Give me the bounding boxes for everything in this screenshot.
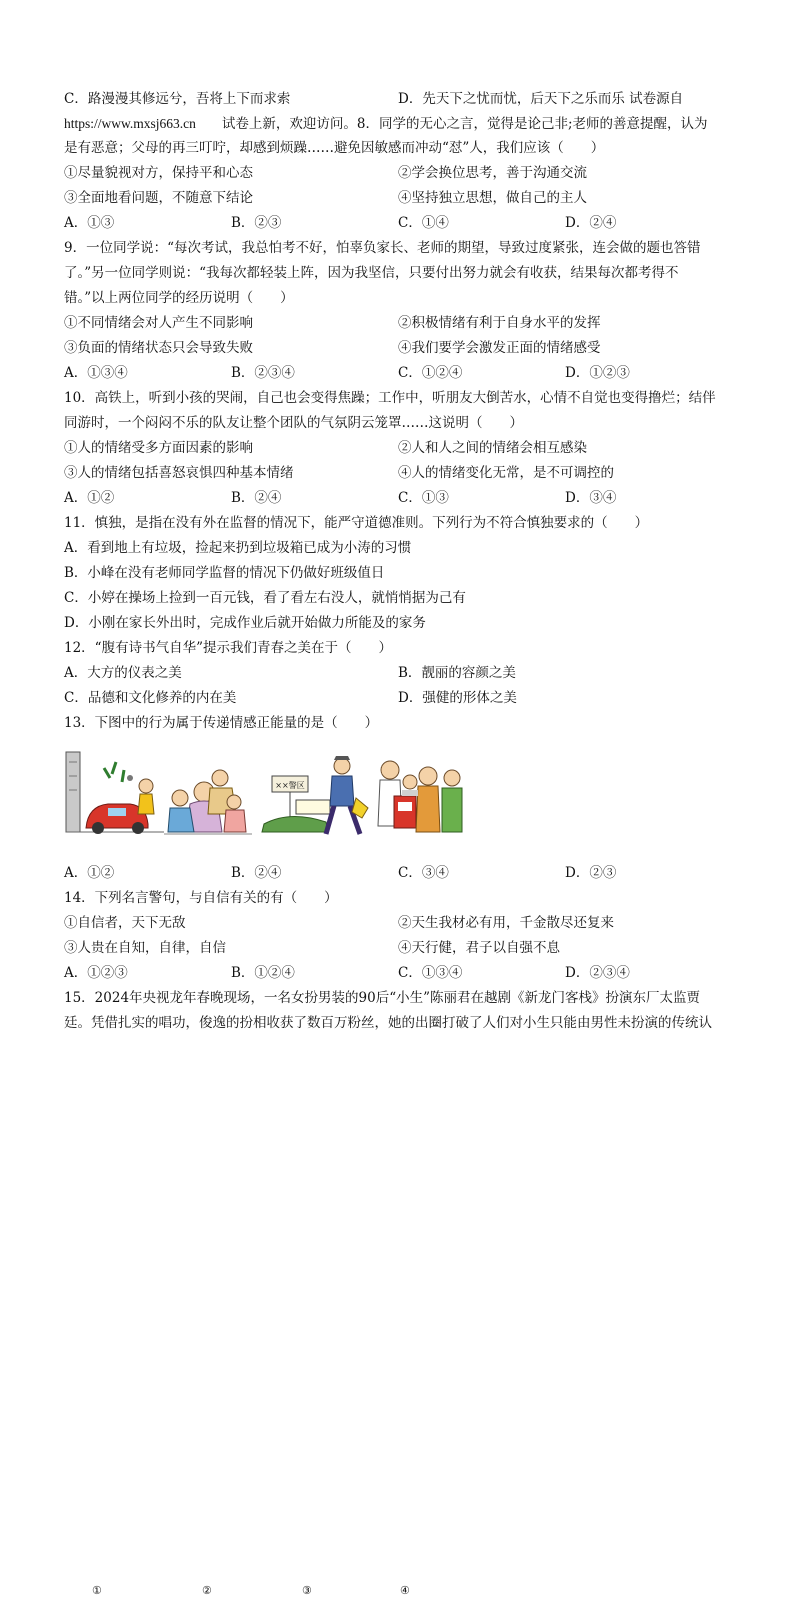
q8-statement-4: ④坚持独立思想，做自己的主人 xyxy=(398,190,587,206)
panel-1-car-scene xyxy=(66,752,164,834)
q8-stem-end: 是有恶意；父母的再三叮咛，却感到烦躁……避免因敏感而冲动“怼”人，我们应该（ ） xyxy=(64,140,605,156)
q10-statement-2: ②人和人之间的情绪会相互感染 xyxy=(398,440,587,456)
q11-choice-c: C．小婷在操场上捡到一百元钱，看了看左右没人，就悄悄据为己有 xyxy=(64,590,466,606)
q8-choice-d: D．②④ xyxy=(565,215,617,231)
q8-choice-a: A．①③ xyxy=(64,215,115,231)
q9-choice-c: C．①②④ xyxy=(398,365,463,381)
panel-4-donation-scene xyxy=(378,761,462,832)
q8-statement-3: ③全面地看问题，不随意下结论 xyxy=(64,190,253,206)
q9-statement-4: ④我们要学会激发正面的情绪感受 xyxy=(398,340,601,356)
q10-choice-b: B．②④ xyxy=(231,490,282,506)
q13-choice-a: A．①② xyxy=(64,865,115,881)
q14-statement-3: ③人贵在自知，自律，自信 xyxy=(64,940,226,956)
q7-option-c: C．路漫漫其修远兮，吾将上下而求索 xyxy=(64,91,291,107)
q13-choice-d: D．②③ xyxy=(565,865,617,881)
panel-3-caption: ③ xyxy=(302,1584,312,1597)
q10-choice-d: D．③④ xyxy=(565,490,617,506)
panel-2-caption: ② xyxy=(202,1584,212,1597)
q14-statement-1: ①自信者，天下无敌 xyxy=(64,915,186,931)
q11-choice-b: B．小峰在没有老师同学监督的情况下仍做好班级值日 xyxy=(64,565,385,581)
q8-choice-c: C．①④ xyxy=(398,215,449,231)
q14-choice-c: C．①③④ xyxy=(398,965,463,981)
q10-choice-c: C．①③ xyxy=(398,490,449,506)
q9-stem-line2: 了。”另一位同学则说：“我每次都轻装上阵，因为我坚信，只要付出努力就会有收获，结果每次都考得不 xyxy=(64,265,679,281)
q8-choice-b: B．②③ xyxy=(231,215,282,231)
q9-choice-d: D．①②③ xyxy=(565,365,630,381)
q14-choice-b: B．①②④ xyxy=(231,965,295,981)
source-line xyxy=(64,114,736,134)
q9-statement-3: ③负面的情绪状态只会导致失败 xyxy=(64,340,253,356)
q12-choice-a: A．大方的仪表之美 xyxy=(64,665,182,681)
q14-stem: 14．下列名言警句，与自信有关的有（ ） xyxy=(64,890,338,906)
q11-choice-a: A．看到地上有垃圾，捡起来扔到垃圾箱已成为小涛的习惯 xyxy=(64,540,412,556)
q15-stem-line1: 15．2024年央视龙年春晚现场，一名女扮男装的90后“小生”陈丽君在越剧《新龙门客栈》扮演东厂太监贾 xyxy=(64,990,701,1006)
panel-1-caption: ① xyxy=(92,1584,102,1597)
q9-stem-line1: 9．一位同学说：“每次考试，我总怕考不好，怕辜负家长、老师的期望，导致过度紧张，连会做的题也答错 xyxy=(64,240,701,256)
q13-choice-c: C．③④ xyxy=(398,865,449,881)
panel-4-caption: ④ xyxy=(400,1584,410,1597)
q9-choice-a: A．①③④ xyxy=(64,365,128,381)
source-url-link[interactable]: https://www.mxsj663.cn xyxy=(64,116,196,131)
panel-3-sign-scene xyxy=(262,756,368,834)
sign-label: ××警区 xyxy=(275,781,305,790)
q8-statement-2: ②学会换位思考，善于沟通交流 xyxy=(398,165,587,181)
q10-stem-line2: 同游时，一个闷闷不乐的队友让整个团队的气氛阴云笼罩……这说明（ ） xyxy=(64,415,523,431)
q9-choice-b: B．②③④ xyxy=(231,365,295,381)
q13-stem: 13．下图中的行为属于传递情感正能量的是（ ） xyxy=(64,715,379,731)
q7-option-d: D．先天下之忧而忧，后天下之乐而乐 试卷源自 xyxy=(398,91,684,107)
q12-choice-b: B．靓丽的容颜之美 xyxy=(398,665,516,681)
q14-statement-2: ②天生我材必有用，千金散尽还复来 xyxy=(398,915,614,931)
q14-choice-d: D．②③④ xyxy=(565,965,630,981)
q12-choice-c: C．品德和文化修养的内在美 xyxy=(64,690,237,706)
q14-statement-4: ④天行健，君子以自强不息 xyxy=(398,940,560,956)
q9-statement-2: ②积极情绪有利于自身水平的发挥 xyxy=(398,315,601,331)
q8-stem-start: 试卷上新，欢迎访问。8．同学的无心之言，觉得是论己非;老师的善意提醒，认为 xyxy=(221,116,708,132)
q11-stem: 11．慎独，是指在没有外在监督的情况下，能严守道德准则。下列行为不符合慎独要求的（ ） xyxy=(64,515,649,531)
q10-statement-4: ④人的情绪变化无常，是不可调控的 xyxy=(398,465,614,481)
q14-choice-a: A．①②③ xyxy=(64,965,128,981)
q9-statement-1: ①不同情绪会对人产生不同影响 xyxy=(64,315,253,331)
q10-stem-line1: 10．高铁上，听到小孩的哭闹，自己也会变得焦躁；工作中，听朋友大倒苦水，心情不自觉也变得撸烂；结伴 xyxy=(64,390,716,406)
q12-stem: 12．“腹有诗书气自华”提示我们青春之美在于（ ） xyxy=(64,640,392,656)
q13-choice-b: B．②④ xyxy=(231,865,282,881)
q15-stem-line2: 廷。凭借扎实的唱功，俊逸的扮相收获了数百万粉丝，她的出圈打破了人们对小生只能由男性未扮演的传统认 xyxy=(64,1015,712,1031)
q13-cartoon-svg xyxy=(64,748,464,848)
panel-2-group-scene xyxy=(164,770,252,834)
q10-statement-1: ①人的情绪受多方面因素的影响 xyxy=(64,440,253,456)
q11-choice-d: D．小刚在家长外出时，完成作业后就开始做力所能及的家务 xyxy=(64,615,426,631)
q10-choice-a: A．①② xyxy=(64,490,115,506)
q8-statement-1: ①尽量貌视对方，保持平和心态 xyxy=(64,165,253,181)
q9-stem-line3: 错。”以上两位同学的经历说明（ ） xyxy=(64,290,294,306)
q10-statement-3: ③人的情绪包括喜怒哀惧四种基本情绪 xyxy=(64,465,294,481)
q12-choice-d: D．强健的形体之美 xyxy=(398,690,517,706)
